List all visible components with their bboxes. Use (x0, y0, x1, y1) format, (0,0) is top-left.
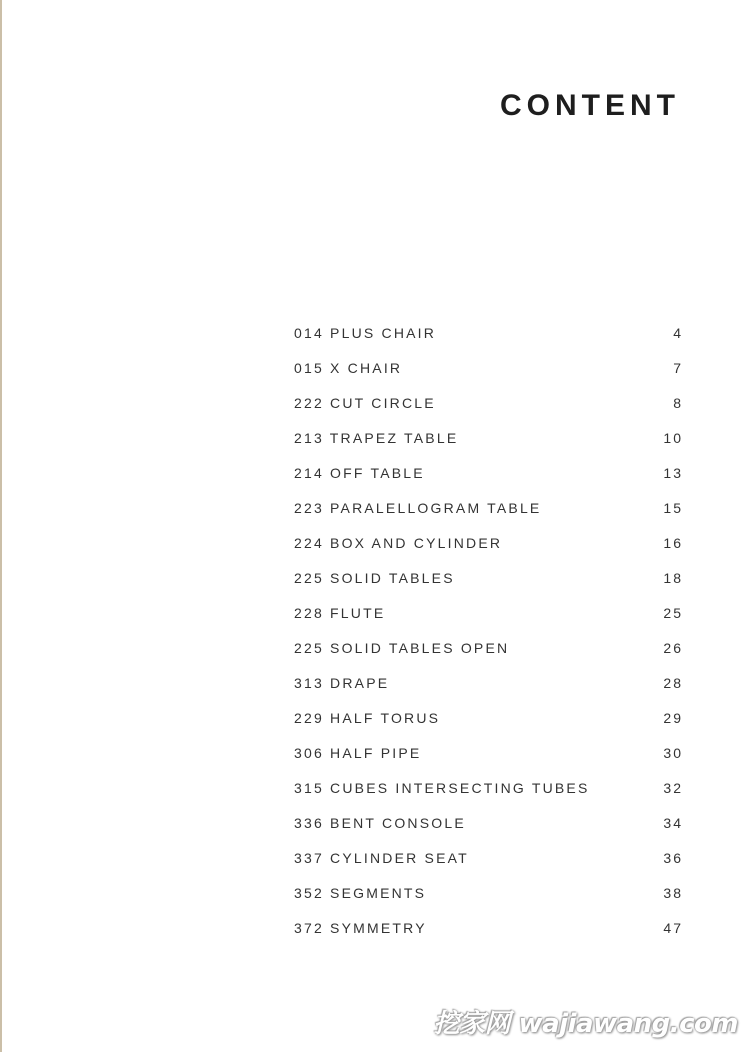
toc-entry[interactable] (294, 315, 681, 350)
toc-entry-page: 28 (663, 674, 683, 691)
toc-entry-title: 225 SOLID TABLES (294, 569, 455, 586)
toc-entry-page: 36 (663, 849, 683, 866)
toc-entry-page: 15 (663, 499, 683, 516)
toc-entry-title: 014 PLUS CHAIR (294, 324, 437, 341)
toc-entry[interactable] (294, 840, 681, 875)
toc-entry[interactable] (294, 595, 681, 630)
toc-entry-title: 315 CUBES INTERSECTING TUBES (294, 779, 590, 796)
toc-entry-page: 13 (663, 464, 683, 481)
page-edge-rule (0, 0, 2, 1052)
toc-entry-title: 015 X CHAIR (294, 359, 403, 376)
toc-entry-page: 32 (663, 779, 683, 796)
toc-entry[interactable] (294, 770, 681, 805)
toc-entry[interactable] (294, 630, 681, 665)
toc-entry-page: 16 (663, 534, 683, 551)
toc-entry-title: 225 SOLID TABLES OPEN (294, 639, 510, 656)
toc-entry[interactable] (294, 875, 681, 910)
toc-entry[interactable] (294, 805, 681, 840)
toc-entry-page: 4 (673, 324, 683, 341)
toc-entry[interactable] (294, 665, 681, 700)
page-title: CONTENT (500, 89, 680, 122)
toc-entry-title: 222 CUT CIRCLE (294, 394, 436, 411)
toc-entry-title: 352 SEGMENTS (294, 884, 427, 901)
toc-entry-title: 336 BENT CONSOLE (294, 814, 466, 831)
watermark: 挖家网 wajiawang.com (433, 1009, 738, 1039)
table-of-contents (294, 315, 681, 945)
toc-entry-page: 30 (663, 744, 683, 761)
toc-entry-page: 18 (663, 569, 683, 586)
toc-entry-page: 34 (663, 814, 683, 831)
toc-entry[interactable] (294, 385, 681, 420)
toc-entry-page: 25 (663, 604, 683, 621)
toc-entry-page: 47 (663, 919, 683, 936)
toc-entry-page: 26 (663, 639, 683, 656)
toc-entry-title: 214 OFF TABLE (294, 464, 425, 481)
toc-entry[interactable] (294, 910, 681, 945)
toc-entry-title: 306 HALF PIPE (294, 744, 422, 761)
toc-entry-page: 29 (663, 709, 683, 726)
toc-entry-page: 38 (663, 884, 683, 901)
toc-entry[interactable] (294, 455, 681, 490)
toc-entry-title: 228 FLUTE (294, 604, 386, 621)
toc-entry-title: 223 PARALELLOGRAM TABLE (294, 499, 542, 516)
toc-entry[interactable] (294, 525, 681, 560)
toc-entry-title: 337 CYLINDER SEAT (294, 849, 469, 866)
toc-entry-title: 224 BOX AND CYLINDER (294, 534, 503, 551)
toc-entry-page: 10 (663, 429, 683, 446)
toc-entry[interactable] (294, 350, 681, 385)
toc-entry[interactable] (294, 700, 681, 735)
toc-entry[interactable] (294, 420, 681, 455)
toc-entry-title: 229 HALF TORUS (294, 709, 441, 726)
toc-entry-title: 213 TRAPEZ TABLE (294, 429, 459, 446)
toc-entry[interactable] (294, 490, 681, 525)
toc-entry-title: 313 DRAPE (294, 674, 390, 691)
toc-entry[interactable] (294, 560, 681, 595)
toc-entry-page: 7 (673, 359, 683, 376)
toc-entry-page: 8 (673, 394, 683, 411)
toc-entry-title: 372 SYMMETRY (294, 919, 427, 936)
toc-entry[interactable] (294, 735, 681, 770)
